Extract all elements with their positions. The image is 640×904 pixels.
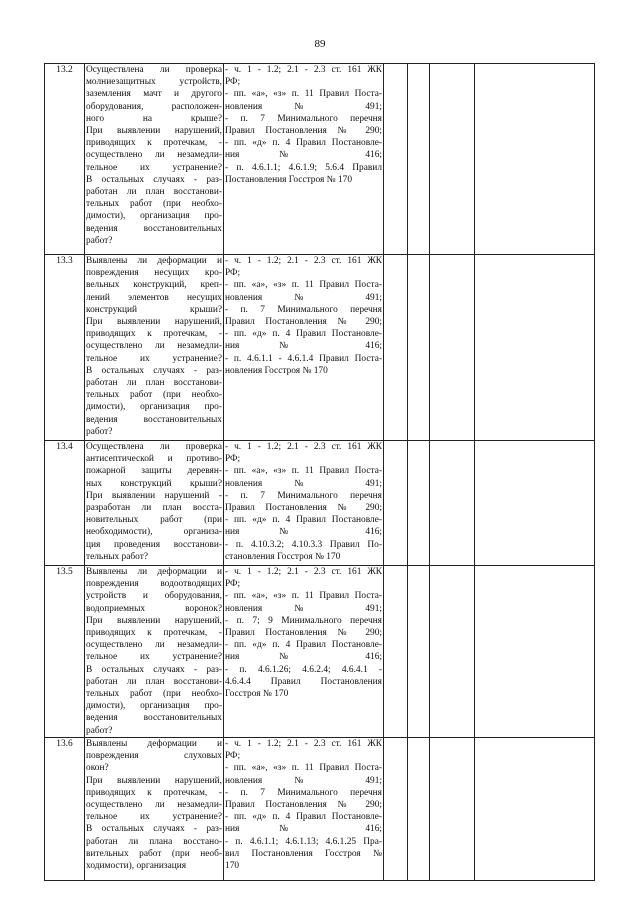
- table-row: [45, 566, 595, 738]
- question-line: ция проведения восстанови-: [86, 539, 222, 550]
- question-line: тельное их устранение?: [86, 812, 222, 823]
- question-line: тельных работ?: [86, 551, 148, 562]
- question-cell: [85, 64, 224, 255]
- reference-line: - пп. «а», «з» п. 11 Правил Поста-: [225, 89, 382, 100]
- reference-line: Правил Постановления № 290;: [225, 503, 382, 514]
- table-row: [45, 255, 595, 441]
- reference-line: 4.6.4.4 Правил Постановления: [225, 676, 382, 687]
- reference-line: Госстроя № 170: [225, 689, 289, 700]
- question-line: тельное их устранение?: [86, 652, 222, 663]
- reference-line: новления № 491;: [225, 292, 382, 303]
- question-cell: [85, 255, 224, 441]
- reference-line: РФ;: [225, 454, 241, 465]
- question-line: Осуществлена ли проверка: [86, 65, 222, 75]
- item-number: 13.4: [45, 441, 85, 566]
- reference-line: новления № 491;: [225, 603, 382, 614]
- question-line: димости), организация про-: [86, 701, 222, 712]
- reference-line: становления Госстроя № 170: [225, 551, 341, 562]
- question-line: работ?: [86, 725, 113, 736]
- reference-line: - пп. «д» п. 4 Правил Постановле-: [225, 515, 382, 526]
- reference-line: Правил Постановления № 290;: [225, 317, 382, 328]
- question-line: устройств и оборудования,: [86, 591, 222, 602]
- question-line: ных конструкций крыши?: [86, 478, 222, 489]
- question-line: тельное их устранение?: [86, 353, 222, 364]
- question-line: осуществлено ли незамедли-: [86, 640, 222, 651]
- question-line: При выявлении нарушений,: [86, 615, 222, 626]
- item-number: 13.2: [45, 64, 85, 255]
- reference-line: РФ;: [225, 579, 241, 590]
- question-line: Осуществлена ли проверка: [86, 442, 222, 452]
- question-line: При выявлении нарушений,: [86, 775, 222, 786]
- question-line: окон?: [86, 763, 109, 774]
- mark-cell-1: [384, 566, 408, 738]
- reference-line: ния № 416;: [225, 527, 382, 538]
- comment-cell: [475, 255, 595, 441]
- reference-line: РФ;: [225, 751, 241, 762]
- reference-line: - пп. «д» п. 4 Правил Постановле-: [225, 640, 382, 651]
- reference-line: Правил Постановления № 290;: [225, 628, 382, 639]
- reference-line: новления № 491;: [225, 478, 382, 489]
- reference-line: новления № 491;: [225, 101, 382, 112]
- question-line: осуществлено ли незамедли-: [86, 150, 222, 161]
- question-cell: [85, 738, 224, 881]
- question-line: работ?: [86, 426, 113, 437]
- question-line: вельных конструкций, креп-: [86, 280, 222, 291]
- reference-line: - п. 4.6.1.26; 4.6.2.4; 4.6.4.1 -: [225, 664, 382, 675]
- question-line: В остальных случаях - раз-: [86, 664, 222, 675]
- comment-cell: [475, 64, 595, 255]
- reference-line: - пп. «а», «з» п. 11 Правил Поста-: [225, 591, 382, 602]
- reference-line: - ч. 1 - 1.2; 2.1 - 2.3 ст. 161 ЖК: [225, 442, 382, 452]
- reference-line: РФ;: [225, 77, 241, 88]
- reference-line: вил Постановления Госстроя №: [225, 848, 382, 859]
- mark-cell-2: [408, 441, 430, 566]
- mark-cell-1: [384, 255, 408, 441]
- question-line: необходимости), организа-: [86, 527, 222, 538]
- question-line: ходимости), организация: [86, 861, 187, 872]
- question-line: ведения восстановительных: [86, 713, 222, 724]
- reference-line: новления Госстроя № 170: [225, 365, 328, 376]
- reference-line: Правил Постановления № 290;: [225, 126, 382, 137]
- question-line: При выявлении нарушений -: [86, 490, 222, 501]
- reference-line: - пп. «а», «з» п. 11 Правил Поста-: [225, 466, 382, 477]
- page-number: 89: [314, 38, 326, 50]
- question-line: тельных работ (при необхо-: [86, 390, 222, 401]
- reference-line: - пп. «д» п. 4 Правил Постановле-: [225, 329, 382, 340]
- question-line: приводящих к протечкам, -: [86, 138, 222, 149]
- reference-line: - ч. 1 - 1.2; 2.1 - 2.3 ст. 161 ЖК: [225, 65, 382, 75]
- reference-cell: [224, 738, 384, 881]
- question-line: ведения восстановительных: [86, 223, 222, 234]
- question-line: ного на крыше?: [86, 113, 222, 124]
- reference-line: ния № 416;: [225, 341, 382, 352]
- table-row: [45, 441, 595, 566]
- question-line: работан ли план восстанови-: [86, 378, 222, 389]
- question-line: осуществлено ли незамедли-: [86, 341, 222, 352]
- reference-line: - п. 4.6.1.1; 4.6.1.9; 5.6.4 Правил: [225, 162, 382, 173]
- question-line: Выявлены ли деформации и: [86, 567, 222, 577]
- checklist-body: [45, 64, 595, 881]
- item-number: 13.3: [45, 255, 85, 441]
- question-line: повреждения водоотводящих: [86, 579, 222, 590]
- question-line: приводящих к протечкам, -: [86, 329, 222, 340]
- question-line: молниезащитных устройств,: [86, 77, 222, 88]
- question-line: вительных работ (при необ-: [86, 848, 222, 859]
- question-line: При выявлении нарушений,: [86, 126, 222, 137]
- question-line: повреждения слуховых: [86, 751, 222, 762]
- reference-line: ния № 416;: [225, 150, 382, 161]
- comment-cell: [475, 441, 595, 566]
- mark-cell-3: [430, 566, 475, 738]
- reference-line: ния № 416;: [225, 824, 382, 835]
- table-row: [45, 64, 595, 255]
- table-row: [45, 738, 595, 881]
- question-line: водоприемных воронок?: [86, 603, 222, 614]
- reference-line: - пп. «д» п. 4 Правил Постановле-: [225, 138, 382, 149]
- reference-line: - п. 7 Минимального перечня: [225, 787, 382, 798]
- reference-cell: [224, 566, 384, 738]
- question-line: новительных работ (при: [86, 515, 222, 526]
- question-line: конструкций крыши?: [86, 304, 222, 315]
- reference-line: - п. 4.10.3.2; 4.10.3.3 Правил По-: [225, 539, 382, 550]
- question-cell: [85, 441, 224, 566]
- comment-cell: [475, 566, 595, 738]
- question-cell: [85, 566, 224, 738]
- mark-cell-1: [384, 738, 408, 881]
- question-line: тельное их устранение?: [86, 162, 222, 173]
- reference-line: - пп. «а», «з» п. 11 Правил Поста-: [225, 280, 382, 291]
- reference-line: 170: [225, 861, 240, 872]
- reference-line: - ч. 1 - 1.2; 2.1 - 2.3 ст. 161 ЖК: [225, 256, 382, 266]
- question-line: приводящих к протечкам, -: [86, 787, 222, 798]
- reference-line: Правил Постановления № 290;: [225, 800, 382, 811]
- reference-line: - п. 4.6.1.1 - 4.6.1.4 Правил Поста-: [225, 353, 382, 364]
- checklist-table: [44, 63, 595, 881]
- reference-line: - пп. «д» п. 4 Правил Постановле-: [225, 812, 382, 823]
- question-line: работан ли план восстанови-: [86, 676, 222, 687]
- question-line: ведения восстановительных: [86, 414, 222, 425]
- item-number: 13.6: [45, 738, 85, 881]
- reference-line: - п. 7 Минимального перечня: [225, 304, 382, 315]
- question-line: тельных работ (при необхо-: [86, 199, 222, 210]
- mark-cell-3: [430, 441, 475, 566]
- reference-line: Постановления Госстроя № 170: [225, 174, 353, 185]
- reference-line: - ч. 1 - 1.2; 2.1 - 2.3 ст. 161 ЖК: [225, 739, 382, 749]
- reference-line: - п. 7 Минимального перечня: [225, 490, 382, 501]
- question-line: В остальных случаях - раз-: [86, 824, 222, 835]
- item-number: 13.5: [45, 566, 85, 738]
- question-line: Выявлены ли деформации и: [86, 256, 222, 266]
- question-line: При выявлении нарушений,: [86, 317, 222, 328]
- reference-cell: [224, 441, 384, 566]
- reference-line: РФ;: [225, 268, 241, 279]
- question-line: В остальных случаях - раз-: [86, 174, 222, 185]
- question-line: работ?: [86, 235, 113, 246]
- question-line: пожарной защиты деревян-: [86, 466, 222, 477]
- mark-cell-2: [408, 738, 430, 881]
- reference-line: ния № 416;: [225, 652, 382, 663]
- mark-cell-1: [384, 441, 408, 566]
- reference-line: - пп. «а», «з» п. 11 Правил Поста-: [225, 763, 382, 774]
- question-line: оборудования, расположен-: [86, 101, 222, 112]
- mark-cell-2: [408, 566, 430, 738]
- mark-cell-1: [384, 64, 408, 255]
- question-line: тельных работ (при необхо-: [86, 689, 222, 700]
- mark-cell-3: [430, 64, 475, 255]
- reference-line: - п. 4.6.1.1; 4.6.1.13; 4.6.1.25 Пра-: [225, 836, 382, 847]
- question-line: приводящих к протечкам, -: [86, 628, 222, 639]
- mark-cell-2: [408, 255, 430, 441]
- reference-cell: [224, 255, 384, 441]
- reference-line: - п. 7; 9 Минимального перечня: [225, 615, 382, 626]
- reference-cell: [224, 64, 384, 255]
- reference-line: - п. 7 Минимального перечня: [225, 113, 382, 124]
- reference-line: - ч. 1 - 1.2; 2.1 - 2.3 ст. 161 ЖК: [225, 567, 382, 577]
- question-line: лений элементов несущих: [86, 292, 222, 303]
- question-line: повреждения несущих кро-: [86, 268, 222, 279]
- question-line: работан ли план восстанови-: [86, 187, 222, 198]
- question-line: димости), организация про-: [86, 211, 222, 222]
- question-line: антисептической и противо-: [86, 454, 222, 465]
- question-line: заземления мачт и другого: [86, 89, 222, 100]
- reference-line: новления № 491;: [225, 775, 382, 786]
- mark-cell-3: [430, 738, 475, 881]
- question-line: Выявлены деформации и: [86, 739, 222, 749]
- question-line: разработан ли план восста-: [86, 503, 222, 514]
- question-line: осуществлено ли незамедли-: [86, 800, 222, 811]
- mark-cell-3: [430, 255, 475, 441]
- comment-cell: [475, 738, 595, 881]
- question-line: димости), организация про-: [86, 402, 222, 413]
- question-line: В остальных случаях - раз-: [86, 365, 222, 376]
- mark-cell-2: [408, 64, 430, 255]
- question-line: работан ли плана восстано-: [86, 836, 222, 847]
